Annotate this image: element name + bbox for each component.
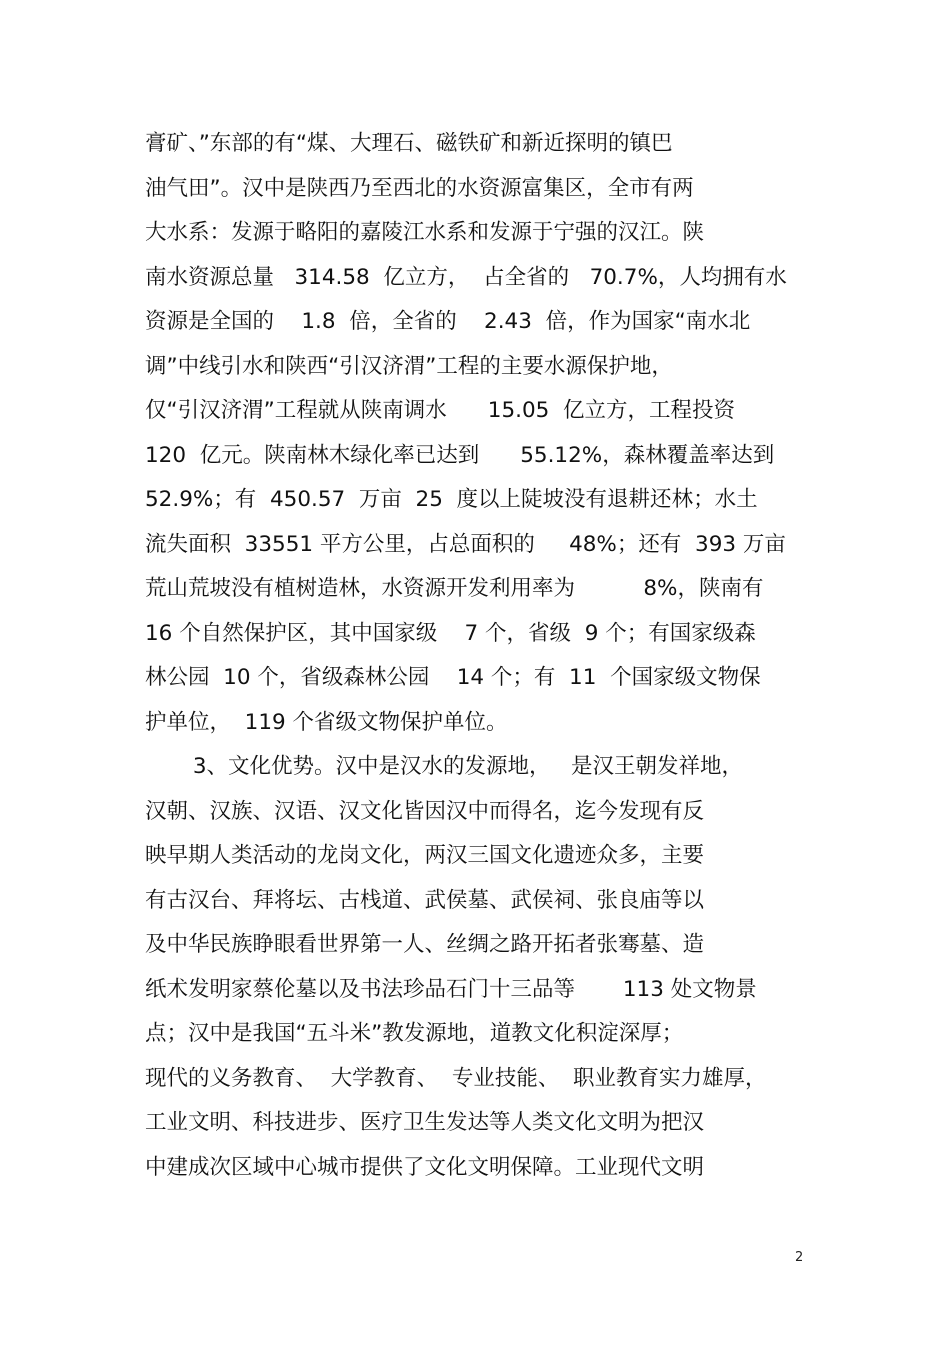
text-line: 调”中线引水和陕西“引汉济渭”工程的主要水源保护地，: [145, 353, 673, 379]
text-line: 大水系：发源于略阳的嘉陵江水系和发源于宁强的汉江。陕: [145, 220, 705, 245]
text-line: 纸术发明家蔡伦墓以及书法珍品石门十三品等 113 处文物景: [145, 976, 757, 1002]
text-line: 汉朝、汉族、汉语、汉文化皆因汉中而得名，迄今发现有反: [145, 798, 705, 824]
text-line: 有古汉台、拜将坛、古栈道、武侯墓、武侯祠、张良庙等以: [145, 887, 705, 913]
text-line: 工业文明、科技进步、医疗卫生发达等人类文化文明为把汉: [145, 1110, 705, 1135]
text-line: 及中华民族睁眼看世界第一人、丝绸之路开拓者张骞墓、造: [145, 932, 705, 957]
text-line: 52.9%；有 450.57 万亩 25 度以上陡坡没有退耕还林；水土: [145, 487, 758, 512]
text-line: 现代的义务教育、 大学教育、 专业技能、 职业教育实力雄厚，: [145, 1065, 767, 1091]
text-line: 膏矿、”东部的有“煤、大理石、磁铁矿和新近探明的镇巴: [145, 131, 673, 156]
text-line: 护单位， 119 个省级文物保护单位。: [145, 709, 508, 735]
text-line: 16 个自然保护区，其中国家级 7 个，省级 9 个；有国家级森: [145, 620, 756, 646]
text-line: 120 亿元。陕南林木绿化率已达到 55.12%，森林覆盖率达到: [145, 442, 775, 468]
text-line: 荒山荒坡没有植树造林，水资源开发利用率为 8%，陕南有: [145, 576, 764, 601]
text-line: 中建成次区域中心城市提供了文化文明保障。工业现代文明: [145, 1154, 705, 1180]
text-line: 资源是全国的 1.8 倍，全省的 2.43 倍，作为国家“南水北: [145, 309, 751, 334]
body-text: [145, 127, 810, 1195]
text-line: 仅“引汉济渭”工程就从陕南调水 15.05 亿立方，工程投资: [145, 398, 736, 423]
text-line: 3、文化优势。汉中是汉水的发源地， 是汉王朝发祥地，: [145, 754, 744, 779]
text-line: 映早期人类活动的龙岗文化，两汉三国文化遗迹众多，主要: [145, 843, 705, 868]
text-line: 点；汉中是我国“五斗米”教发源地，道教文化积淀深厚；: [145, 1021, 684, 1046]
page-number: 2: [795, 1250, 804, 1265]
text-line: 南水资源总量 314.58 亿立方， 占全省的 70.7%，人均拥有水: [145, 264, 787, 290]
text-line: 林公园 10 个，省级森林公园 14 个；有 11 个国家级文物保: [145, 665, 761, 690]
text-line: 流失面积 33551 平方公里，占总面积的 48%；还有 393 万亩: [145, 531, 786, 557]
text-line: 油气田”。汉中是陕西乃至西北的水资源富集区，全市有两: [145, 175, 694, 201]
